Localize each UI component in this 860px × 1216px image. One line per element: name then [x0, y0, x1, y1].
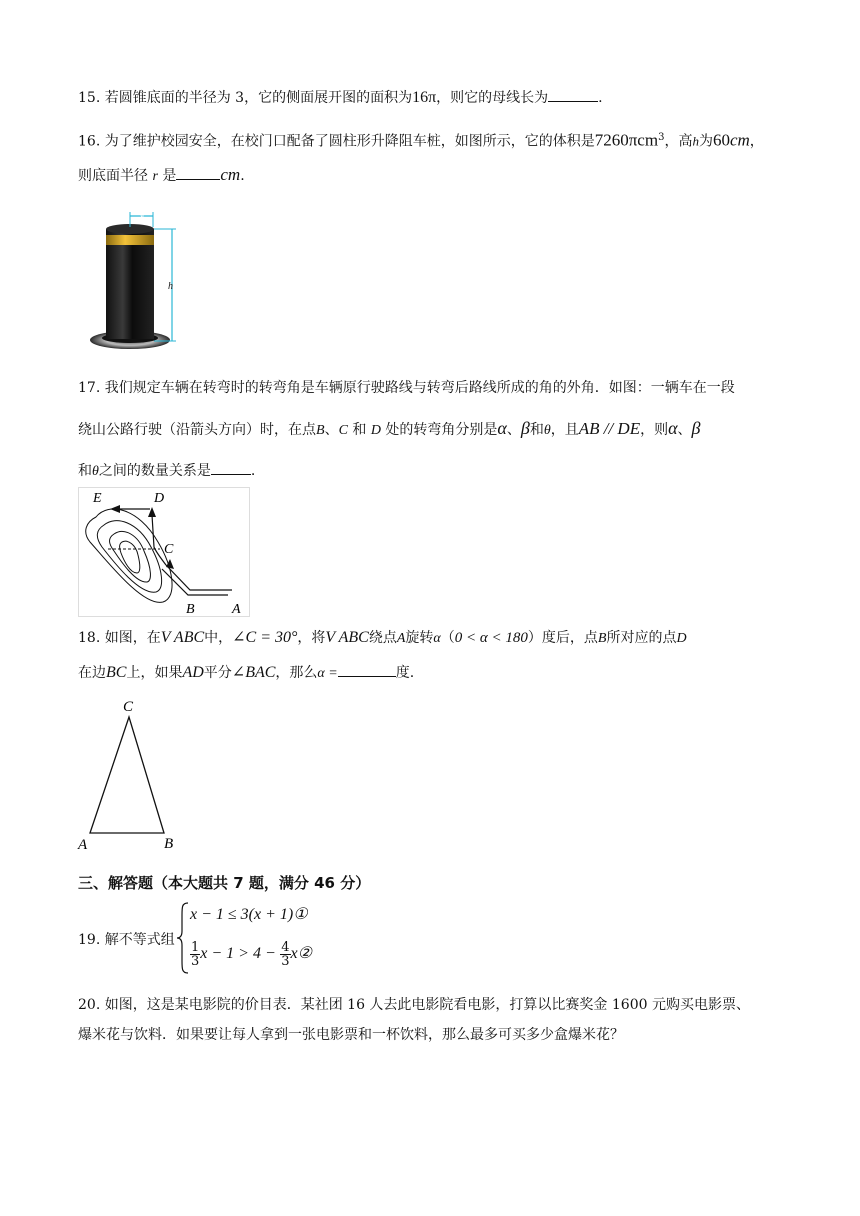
q19-frac1: [190, 941, 200, 968]
q16-height-unit: cm: [729, 130, 750, 150]
q17-line2-d: ，则: [640, 422, 669, 438]
q16-r-var: r: [152, 169, 158, 184]
q18-range: 0 < α < 180: [454, 630, 528, 646]
q17-line3-a: 和: [78, 463, 92, 479]
question-15: [78, 87, 603, 108]
q15-answer-blank: [548, 87, 598, 102]
q17-point-c: C: [338, 423, 348, 438]
q17-line2-c: ，且: [550, 422, 579, 438]
q19-frac1-num: 1: [191, 939, 200, 955]
q17-answer-blank: [211, 460, 251, 475]
q17-line2-b: 处的转弯角分别是: [385, 422, 498, 438]
question-18-line1: [78, 628, 687, 649]
q19-equation-1: [190, 905, 308, 925]
q17-and2: 和: [529, 422, 544, 438]
q18-bc: BC: [106, 664, 127, 681]
q16-volume: 7260πcm: [594, 130, 659, 150]
q17-beta: β: [520, 418, 530, 438]
q16-text-d: ，: [749, 133, 764, 150]
fig-label-h: h: [168, 281, 173, 292]
q17-end: .: [250, 463, 256, 479]
q19-eq2-end: x②: [290, 945, 312, 962]
q16-text-b: ，高: [664, 133, 693, 150]
fig-label-c: C: [123, 699, 134, 715]
q19-brace: [176, 901, 190, 975]
q17-and: 和: [352, 422, 367, 438]
q20-line1: 如图，这是某电影院的价目表．某社团 16 人去此电影院看电影，打算以比赛奖金 1600 元购买电影票、: [104, 997, 750, 1013]
q16-answer-blank: [176, 165, 220, 180]
fig-label-a: A: [78, 837, 88, 853]
q20-line2: 爆米花与饮料．如果要让每人拿到一张电影票和一杯饮料，那么最多可买多少盒爆米花？: [78, 1027, 624, 1043]
q18-alpha2: α =: [317, 666, 338, 681]
question-20-line1: [78, 995, 750, 1015]
q18-bac: ∠BAC: [231, 664, 276, 681]
question-17-line2: [78, 418, 701, 441]
q17-sep3: 、: [677, 422, 692, 438]
q18-alpha: α: [433, 631, 441, 646]
q18-ad: AD: [182, 664, 204, 681]
q18-line2-b: 上，如果: [126, 665, 183, 681]
q18-t3: ，将: [297, 630, 326, 646]
q16-line2-b: 是: [162, 168, 177, 184]
q17-point-d: D: [370, 423, 381, 438]
q17-theta2: θ: [92, 464, 99, 479]
q18-t8: 所对应的点: [606, 630, 677, 646]
question-17-line1: [78, 378, 735, 398]
q16-unit: cm: [220, 165, 241, 184]
q16-h-var: h: [692, 133, 699, 149]
q17-parallel: AB // DE: [578, 419, 641, 438]
q19-eq2-mid: x − 1 > 4 −: [200, 945, 276, 962]
bollard-figure: [88, 207, 198, 357]
q18-line2-a: 在边: [78, 665, 106, 681]
q17-point-b: B: [316, 423, 325, 438]
q17-line3-b: 之间的数量关系是: [98, 463, 211, 479]
q18-t6: （: [440, 630, 455, 646]
q19-equation-2: [190, 934, 312, 974]
q15-area: 16π: [412, 89, 437, 106]
q17-sep2: 、: [506, 422, 521, 438]
q19-text: 解不等式组: [104, 932, 175, 948]
q19-frac1-den: 3: [191, 953, 200, 969]
q19-number: 19.: [78, 932, 101, 948]
q17-sep1: 、: [324, 422, 339, 438]
q18-number: 18.: [78, 630, 101, 646]
fig-label-r: r: [140, 212, 144, 222]
q18-t5: 旋转: [405, 630, 434, 646]
triangle-figure: [74, 695, 194, 855]
q18-point-d: D: [676, 631, 687, 646]
question-17-line3: [78, 460, 255, 482]
fig-label-e: E: [93, 491, 102, 506]
q18-point-b: B: [597, 631, 607, 646]
q16-text-c: 为: [698, 133, 713, 150]
q18-answer-blank: [338, 662, 396, 677]
q17-number: 17.: [78, 380, 101, 396]
q19-frac2: [280, 941, 290, 968]
q18-line2-d: ，那么: [275, 665, 318, 681]
q16-text-a: 为了维护校园安全，在校门口配备了圆柱形升降阻车桩，如图所示，它的体积是: [104, 133, 595, 150]
q19-frac2-den: 3: [281, 953, 290, 969]
q18-line2-e: 度.: [395, 665, 415, 681]
q15-end: .: [598, 90, 603, 106]
q16-end: .: [240, 168, 245, 184]
q18-t2: 中，: [204, 630, 233, 646]
q17-alpha: α: [497, 418, 507, 438]
q19-eq1: x − 1 ≤ 3(x + 1)①: [190, 906, 308, 923]
q17-theta: θ: [543, 423, 551, 438]
q18-point-a: A: [396, 631, 406, 646]
fig-label-a: A: [232, 602, 241, 617]
question-20-line2: [78, 1025, 624, 1045]
q15-number: 15.: [78, 90, 101, 106]
question-16-line1: [78, 128, 764, 152]
q18-t4: 绕点: [368, 630, 397, 646]
q16-height: 60: [712, 130, 730, 150]
q17-line2-a: 绕山公路行驶（沿箭头方向）时，在点: [78, 422, 316, 438]
fig-label-b: B: [186, 602, 195, 617]
section-3-heading: 三、解答题（本大题共 7 题，满分 46 分）: [78, 874, 371, 892]
mountain-road-figure: [78, 487, 250, 617]
q17-alpha2: α: [668, 418, 678, 438]
q16-volume-sup: 3: [658, 132, 665, 143]
q16-number: 16.: [78, 133, 101, 150]
q19-frac2-num: 4: [281, 939, 290, 955]
question-19-label: [78, 930, 175, 950]
q18-t1: 如图，在: [104, 630, 161, 646]
q18-tri: V ABC: [160, 629, 205, 646]
q15-text-b: ，则它的母线长为: [436, 90, 549, 106]
question-16-line2: [78, 165, 245, 187]
question-18-line2: [78, 662, 414, 684]
fig-label-b: B: [164, 836, 174, 852]
fig-label-d: D: [154, 491, 165, 506]
q18-tri2: V ABC: [325, 629, 369, 646]
q15-text-a: 若圆锥底面的半径为 3，它的侧面展开图的面积为: [104, 90, 413, 106]
q17-line1: 我们规定车辆在转弯时的转弯角是车辆原行驶路线与转弯后路线所成的角的外角．如图：一辆车在一段: [104, 380, 735, 396]
q18-angle: ∠C = 30°: [232, 629, 298, 646]
q16-line2-a: 则底面半径: [78, 168, 148, 184]
q20-number: 20.: [78, 997, 101, 1013]
q17-beta2: β: [691, 418, 701, 438]
fig-label-c: C: [164, 542, 174, 557]
q18-line2-c: 平分: [203, 665, 232, 681]
q18-t7: ）度后，点: [527, 630, 598, 646]
